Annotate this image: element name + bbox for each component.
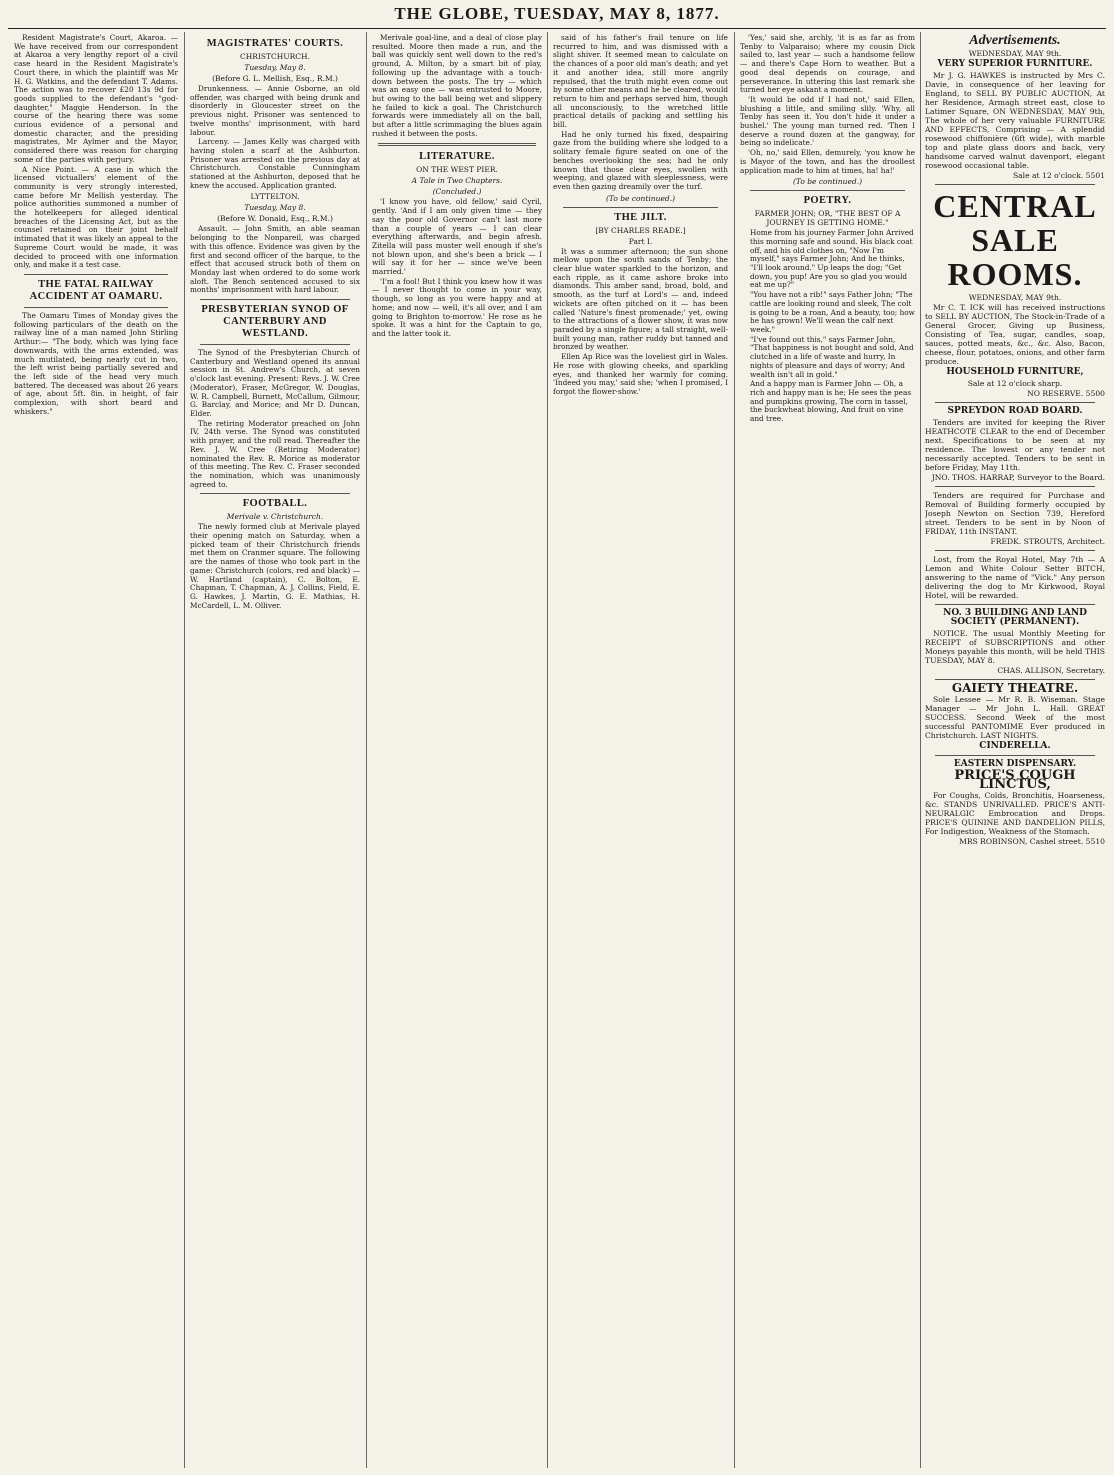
ad-signature: FREDK. STROUTS, Architect. bbox=[990, 537, 1105, 546]
ad-title: GAIETY THEATRE. bbox=[951, 681, 1079, 695]
article-heading: FOOTBALL. bbox=[242, 498, 308, 510]
divider bbox=[24, 307, 168, 308]
section-subheading: CHRISTCHURCH. bbox=[240, 52, 310, 61]
bench-line: (Before G. L. Mellish, Esq., R.M.) bbox=[212, 74, 338, 83]
article-paragraph: 'I know you have, old fellow,' said Cyril, gently. 'And if I am only given time — they say the poor old Governor can't last more than a couple of years — I can clear everything afterwards, and begin afresh. Zitella will pass muster well enough if she's not blown upon, and she's been a brick — I will say it for her — since we've been married.' bbox=[372, 197, 542, 277]
divider bbox=[935, 184, 1095, 185]
column-rule bbox=[184, 32, 185, 1468]
ad-signature: CHAS. ALLISON, Secretary. bbox=[997, 666, 1105, 675]
article-paragraph: 'I'm a fool! But I think you knew how it was — I never thought to come in your way, though, so long as you were happy and at home; and now — well, it's all over, and I am going to Brighton to-morrow.' He rose as he spoke. It was a hint for the Captain to go, and the latter took it. bbox=[372, 276, 542, 338]
article-paragraph: Assault. — John Smith, an able seaman belonging to the Nonpareil, was charged with this offence. Evidence was given by the first and second officer of the barque, to the effect that accused struck both of them on Monday last when ordered to do some work aloft. The Bench sentenced accused to six months' imprisonment with hard labour. bbox=[190, 224, 360, 295]
ad-text: Mr J. G. HAWKES is instructed by Mrs C. Davie, in consequence of her leaving for England, to SELL BY PUBLIC AUCTION, At her Residence, Armagh street east, close to Latimer Square, ON WEDNESDAY, MAY 9th, The whole of her very valuable FURNITURE AND EFFECTS, Comprising — A splendid rosewood chiffonière (6ft wide), with marble top and plate glass doors and back, very handsome carved walnut davenport, elegant rosewood occasional table. bbox=[925, 71, 1105, 170]
section-subheading: LYTTELTON. bbox=[250, 192, 300, 202]
article-paragraph: Had he only turned his fixed, despairing gaze from the building where she lodged to a solitary female figure seated on one of the benches overlooking the sea; had he only known that those clear eyes, swollen with weeping, and glazed with sleeplessness, were even then gazing dreamily over the turf. bbox=[553, 129, 728, 191]
divider bbox=[563, 207, 718, 208]
ad-title: HOUSEHOLD FURNITURE, bbox=[946, 367, 1084, 377]
central-sale-rooms-heading: CENTRAL SALE ROOMS. bbox=[933, 188, 1097, 292]
article-heading: MAGISTRATES' COURTS. bbox=[206, 38, 344, 49]
article-heading: PRESBYTERIAN SYNOD OF CANTERBURY AND WESTLAND. bbox=[201, 304, 349, 340]
article-paragraph: Merivale goal-line, and a deal of close play resulted. Moore then made a run, and the ball was quickly sent well down to the red's ground, A. Milton, by a smart bit of play, following up the advantage with a touch-down between the posts. The try — which was an easy one — was entrusted to Moore, but owing to the ball being wet and slippery he failed to kick a goal. The Christchurch forwards were immediately all on the ball, but after a little scrimmaging the blues again rushed it between the posts. bbox=[372, 34, 542, 138]
section-subheading: Merivale v. Christchurch. bbox=[226, 512, 324, 522]
column-1 bbox=[14, 34, 178, 1466]
article-heading: THE JILT. bbox=[614, 211, 667, 223]
ad-sale-line: NO RESERVE. 5500 bbox=[1027, 389, 1105, 398]
column-5 bbox=[740, 34, 915, 1466]
ad-title: NO. 3 BUILDING AND LAND SOCIETY (PERMANENT). bbox=[943, 608, 1087, 627]
ad-text: NOTICE. The usual Monthly Meeting for RECEIPT of SUBSCRIPTIONS and other Moneys payable this month, will be held THIS TUESDAY, MAY 8. bbox=[925, 629, 1105, 665]
divider bbox=[935, 755, 1095, 756]
divider bbox=[935, 550, 1095, 551]
ad-date: WEDNESDAY, MAY 9th. bbox=[968, 49, 1062, 58]
article-paragraph: 'It would be odd if I had not,' said Ellen, blushing a little, and smiling slily. 'Why, all Tenby has seen it. You don't hide it under a bushel.' The young man turned red. 'Then I deserve a round dozen at the gangway, for being so indelicate.' bbox=[740, 94, 915, 148]
article-heading: LITERATURE. bbox=[419, 151, 495, 163]
divider bbox=[750, 190, 905, 191]
poem-stanza: Home from his journey Farmer John Arrived this morning safe and sound. His black coat off, and his old clothes on, "Now I'm myself," says Farmer John; And he thinks, "I'll look around." Up leaps the dog; "Get down, you pup! Are you so glad you would eat me up?" bbox=[750, 228, 914, 290]
article-paragraph: Drunkenness. — Annie Osborne, an old offender, was charged with being drunk and disorderly in Gloucester street on the previous night. Prisoner was sentenced to twelve months' imprisonment, with hard labour. bbox=[190, 84, 360, 137]
column-rule bbox=[920, 32, 921, 1468]
byline: [BY CHARLES READE.] bbox=[595, 225, 686, 235]
ad-sale-line: Sale at 12 o'clock sharp. bbox=[967, 379, 1063, 388]
divider bbox=[200, 344, 350, 345]
article-paragraph: The Synod of the Presbyterian Church of Canterbury and Westland opened its annual session in St. Andrew's Church, at seven o'clock last evening. Present: Revs. J. W. Cree (Moderator), Fraser, McGregor, W. Douglas, W. R. Campbell, Burnett, McCallum, Gilmour, G. Barclay, and Morice; and Mr D. Duncan, Elder. bbox=[190, 348, 360, 418]
ad-sale-line: Sale at 12 o'clock. 5501 bbox=[1012, 171, 1105, 180]
article-paragraph: 'Oh, no,' said Ellen, demurely, 'you know he is Mayor of the town, and has the droollest application made to him at times, ha! ha!' bbox=[740, 148, 915, 175]
column-rule bbox=[366, 32, 367, 1468]
divider bbox=[935, 604, 1095, 605]
article-paragraph: said of his father's frail tenure on life recurred to him, and was dismissed with a slight shiver. It seemed mean to calculate on the chances of a poor old man's death; and yet it and another idea, still more angrily repulsed, that the truth might even come out by some other means and he be cleared, would return to him and perhaps served him, though all unconsciously, to the wretched little practical details of packing and settling his bill. bbox=[553, 34, 728, 130]
ad-title: EASTERN DISPENSARY. bbox=[953, 759, 1077, 769]
column-3 bbox=[372, 34, 542, 1466]
masthead: THE GLOBE, TUESDAY, MAY 8, 1877. bbox=[394, 4, 720, 23]
column-6-advertisements bbox=[925, 34, 1105, 1466]
article-heading: POETRY. bbox=[803, 195, 852, 207]
ad-title: CINDERELLA. bbox=[979, 741, 1051, 751]
column-2 bbox=[190, 34, 360, 1466]
ad-text: Sole Lessee — Mr R. B. Wiseman. Stage Manager — Mr John L. Hall. GREAT SUCCESS. Second Week of the most successful PANTOMIME Ever produced in Christchurch. LAST NIGHTS. bbox=[925, 695, 1105, 740]
article-heading: THE FATAL RAILWAY ACCIDENT AT OAMARU. bbox=[29, 278, 163, 302]
divider bbox=[378, 143, 536, 146]
dateline: Tuesday, May 8. bbox=[244, 63, 306, 72]
poem-stanza: "I've found out this," says Farmer John, "That happiness is not bought and sold, And clutched in a life of waste and hurry, In nights of pleasure and days of worry; And wealth isn't all in gold." bbox=[750, 334, 914, 379]
ad-date: WEDNESDAY, MAY 9th. bbox=[968, 293, 1062, 302]
poem-stanza: And a happy man is Farmer John — Oh, a rich and happy man is he; He sees the peas and pumpkins growing, The corn in tassel, the buckwheat blowing, And fruit on vine and tree. bbox=[750, 379, 912, 424]
ad-text: Mr C. T. ICK will has received instructions to SELL BY AUCTION, The Stock-in-Trade of a General Grocer, Giving up Business, Consisting of Tea, sugar, candles, soap, sauces, potted meats, &c., &c. Also, Bacon, cheese, flour, potatoes, onions, and other farm produce. bbox=[925, 303, 1105, 366]
article-paragraph: Larceny. — James Kelly was charged with having stolen a scarf at the Ashburton. Prisoner was arrested on the previous day at Christchurch. Constable Cunningham stationed at the Ashburton, deposed that he knew the accused. Application granted. bbox=[190, 137, 360, 190]
ad-signature: JNO. THOS. HARRAP, Surveyor to the Board. bbox=[931, 473, 1105, 482]
column-rule bbox=[547, 32, 548, 1468]
divider bbox=[200, 493, 350, 494]
ad-title: SPREYDON ROAD BOARD. bbox=[947, 406, 1083, 416]
ad-text: Tenders are required for Purchase and Removal of Building formerly occupied by Joseph Newton on Section 739, Hereford street. Tenders to be sent in by Noon of FRIDAY, 11th INSTANT. bbox=[925, 491, 1105, 536]
dateline: Tuesday, May 8. bbox=[244, 203, 306, 213]
column-rule bbox=[734, 32, 735, 1468]
column-4 bbox=[553, 34, 728, 1466]
masthead-rule bbox=[8, 28, 1106, 29]
article-paragraph: Ellen Ap Rice was the loveliest girl in Wales. He rose with glowing cheeks, and sparkling eyes, and thanked her warmly for coming. 'Indeed you may,' said she; 'when I promised, I forgot the flower-show.' bbox=[553, 352, 728, 396]
ad-title: VERY SUPERIOR FURNITURE. bbox=[937, 59, 1093, 69]
article-paragraph: The newly formed club at Merivale played their opening match on Saturday, when a picked team of their Christchurch friends met them on Cranmer square. The following are the names of those who took part in the game: Christchurch (colors, red and black) — W. Hartland (captain), C. Bolton, E. Chapman, T. Chapman, A. J. Collins, Field, E. G. Hawkes, J. Martin, G. E. Mathias, H. McCardell, L. M. Olliver. bbox=[190, 522, 360, 610]
article-paragraph: A Nice Point. — A case in which the licensed victuallers' element of the community is very strongly interested, came before Mr Mellish yesterday. The police authorities summoned a number of the hotelkeepers for alleged identical breaches of the Licensing Act, but as the counsel retained on their joint behalf intimated that it was likely an appeal to the Supreme Court would be made, it was decided to proceed with one information only, and make it a test case. bbox=[14, 164, 178, 270]
ad-text: Tenders are invited for keeping the River HEATHCOTE CLEAR to the end of December next. Specifications to be seen at my residence. The lowest or any tender not necessarily accepted. Tenders to be sent in before Friday, May 11th. bbox=[925, 418, 1105, 472]
divider bbox=[200, 299, 350, 300]
bench-line: (Before W. Donald, Esq., R.M.) bbox=[217, 214, 333, 224]
section-subheading: Part I. bbox=[628, 236, 653, 246]
article-paragraph: The Oamaru Times of Monday gives the following particulars of the death on the railway line of a man named John Stirling Arthur:— "The body, which was lying face downwards, with the arms extended, was much mutilated, being nearly cut in two, the left wrist being partially severed and the left side of the head very much battered. The deceased was about 26 years of age, about 5ft. 8in. in height, of fair complexion, with short beard and whiskers." bbox=[14, 310, 178, 416]
article-paragraph: Resident Magistrate's Court, Akaroa. — We have received from our correspondent at Akaroa a very lengthy report of a civil case heard in the Resident Magistrate's Court there, in which the plaintiff was Mr H. G. Watkins, and the defendant T. Adams. The action was to recover £20 13s 9d for goods supplied to the defendant's "god-daughter," Maggie Henderson. In the course of the hearing there was some curious evidence of a personal and domestic character, and the presiding magistrates, Mr Aylmer and the Mayor, considered there was reason for charging some of the parties with perjury. bbox=[14, 34, 178, 164]
article-paragraph: It was a summer afternoon; the sun shone mellow upon the south sands of Tenby; the clear blue water sparkled to the horizon, and each ripple, as it came ashore broke into diamonds. This amber sand, broad, bold, and smooth, as the turf at Lord's — and, indeed wickets are often pitched on it — has been called 'Nature's finest promenade;' yet, owing to the attractions of a flower show, it was now paraded by a single figure; a tall straight, well-built young man, rather ruddy but tanned and bronzed by weather. bbox=[553, 246, 728, 352]
section-subheading: ON THE WEST PIER. bbox=[416, 165, 498, 175]
article-paragraph: 'Yes,' said she, archly, 'it is as far as from Tenby to Valparaiso; where my cousin Dick sailed to, last year — such a handsome fellow — and there's Cape Horn to weather. But a good deal depends on courage, and perseverance. In uttering this last remark she turned her eye askant a moment. bbox=[740, 34, 915, 95]
poem-stanza: "You have not a rib!" says Father John; "The cattle are looking round and sleek, The colt is going to be a roan, And a beauty, too; how he has grown! We'll wean the calf next week." bbox=[750, 290, 915, 334]
advertisements-heading: Advertisements. bbox=[969, 34, 1061, 48]
divider bbox=[935, 486, 1095, 487]
article-paragraph: The retiring Moderator preached on John IV, 24th verse. The Synod was constituted with prayer, and the roll read. Thereafter the Rev. J. W. Cree (Retiring Moderator) nominated the Rev. R. Morice as moderator of this meeting. The Rev. C. Fraser seconded the nomination, which was unanimously agreed to. bbox=[190, 418, 360, 489]
poem-title: FARMER JOHN; OR, "THE BEST OF A JOURNEY IS GETTING HOME." bbox=[754, 209, 901, 228]
continued-note: (To be continued.) bbox=[605, 193, 676, 203]
section-subheading: A Tale in Two Chapters. bbox=[411, 176, 503, 186]
continued-note: (To be continued.) bbox=[792, 177, 863, 187]
divider bbox=[935, 679, 1095, 680]
ad-title: PRICE'S COUGH LINCTUS, bbox=[954, 768, 1076, 792]
ad-signature: MRS ROBINSON, Cashel street. 5510 bbox=[959, 837, 1105, 846]
ad-text: For Coughs, Colds, Bronchitis, Hoarseness, &c. STANDS UNRIVALLED. PRICE'S ANTI-NEURALGIC Embrocation and Drops. PRICE'S QUININE AND DANDELION PILLS, For Indigestion, Weakness of the Stomach. bbox=[925, 791, 1105, 836]
divider bbox=[24, 274, 168, 275]
section-subheading: (Concluded.) bbox=[432, 187, 482, 197]
ad-text: Lost, from the Royal Hotel, May 7th — A Lemon and White Colour Setter BITCH, answering to the name of "Vick." Any person delivering the dog to Mr Kirkwood, Royal Hotel, will be rewarded. bbox=[925, 555, 1105, 600]
divider bbox=[935, 402, 1095, 403]
